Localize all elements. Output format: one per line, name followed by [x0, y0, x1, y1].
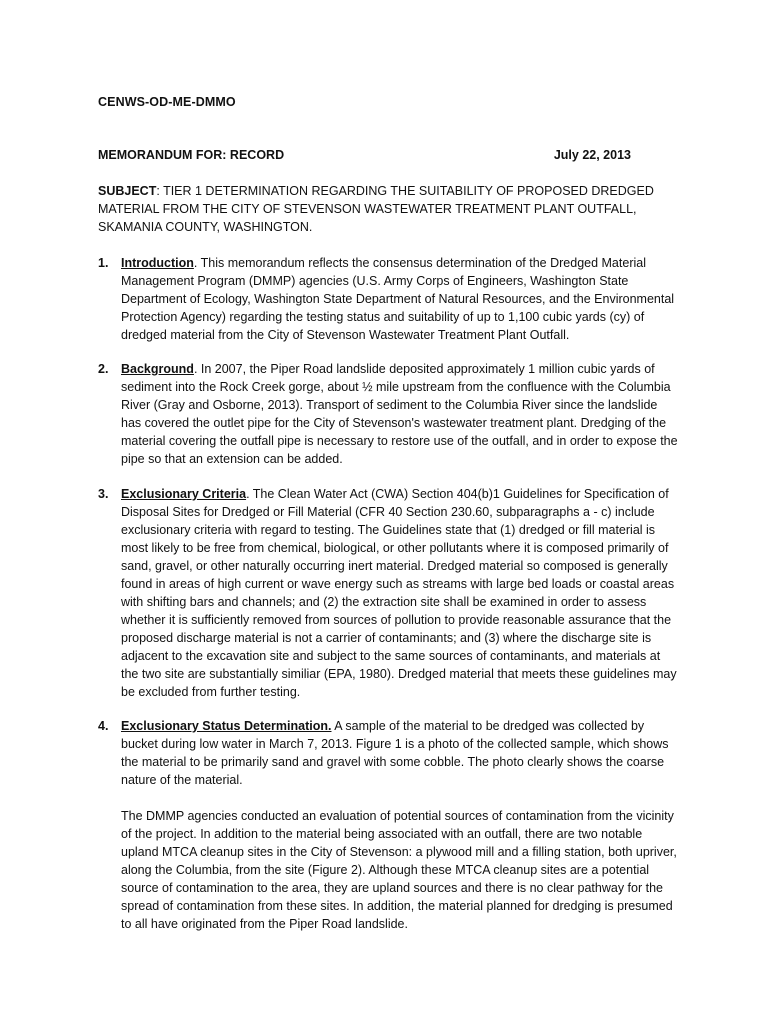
memo-date: July 22, 2013	[553, 148, 631, 162]
subject-label: SUBJECT	[98, 184, 157, 198]
subject-text: : TIER 1 DETERMINATION REGARDING THE SUITABILITY OF PROPOSED DREDGED MATERIAL FROM THE CITY OF STEVENSON WASTEWATER TREATMENT PLANT OUTFALL, SKAMANIA COUNTY, WASHINGTON.	[98, 184, 654, 234]
memorandum-for: MEMORANDUM FOR: RECORD	[98, 148, 285, 162]
paragraph-heading: Exclusionary Status Determination.	[121, 719, 332, 733]
paragraph-exclusionary-status	[98, 717, 678, 933]
paragraph-heading: Exclusionary Criteria	[121, 487, 247, 501]
paragraph-text: . The Clean Water Act (CWA) Section 404(b)1 Guidelines for Specification of Disposal Sites for Dredged or Fill Material (CFR 40 Section 230.60, subparagraphs a - c) include exclusionary criteria with regard to testing. The Guidelines state that (1) dredged or fill material is most likely to be free from chemical, biological, or other pollutants where it is composed primarily of sand, gravel, or other naturally occurring inert material. Dredged material so composed is generally found in areas of high current or wave energy such as streams with large bed loads or coastal areas with shifting bars and channels; and (2) the extraction site shall be examined in order to assess whether it is sufficiently removed from sources of pollution to provide reasonable assurance that the proposed discharge material is not a carrier of contaminants; and (3) where the discharge site is adjacent to the excavation site and subject to the same sources of contaminants, and materials at the two site are substantially similiar (EPA, 1980). Dredged material that meets these guidelines may be excluded from further testing.	[121, 487, 677, 699]
paragraph-number: 3.	[98, 487, 109, 501]
subject-line	[98, 182, 658, 236]
paragraph-introduction	[98, 254, 678, 344]
paragraph-number: 2.	[98, 362, 109, 376]
memorandum-for-row	[98, 148, 636, 162]
paragraph-text: . This memorandum reflects the consensus determination of the Dredged Material Management Program (DMMP) agencies (U.S. Army Corps of Engineers, Washington State Department of Ecology, Washington State Department of Natural Resources, and the Environmental Protection Agency) regarding the testing status and suitability of up to 1,100 cubic yards (cy) of dredged material from the City of Stevenson Wastewater Treatment Plant Outfall.	[121, 256, 675, 342]
paragraph-text: A sample of the material to be dredged was collected by bucket during low water in March 7, 2013. Figure 1 is a photo of the collected sample, which shows the material to be primarily sand and gravel with some cobble. The photo clearly shows the coarse nature of the material.	[121, 719, 669, 787]
paragraph-heading: Background	[121, 362, 194, 376]
office-symbol: CENWS-OD-ME-DMMO	[98, 95, 236, 109]
paragraph-text: . In 2007, the Piper Road landslide deposited approximately 1 million cubic yards of sediment into the Rock Creek gorge, about ½ mile upstream from the confluence with the Columbia River (Gray and Osborne, 2013). Transport of sediment to the Columbia River since the landslide has covered the outlet pipe for the City of Stevenson's wastewater treatment plant. Dredging of the material covering the outfall pipe is necessary to restore use of the outfall, and in order to expose the pipe so that an extension can be added.	[121, 362, 678, 466]
paragraph-background	[98, 360, 678, 468]
paragraph-subparagraph: The DMMP agencies conducted an evaluation of potential sources of contamination from the vicinity of the project. In addition to the material being associated with an outfall, there are two notable upland MTCA cleanup sites in the City of Stevenson: a plywood mill and a filling station, both upriver, along the Columbia, from the site (Figure 2). Although these MTCA cleanup sites are a potential source of contamination to the area, they are upland sources and there is no clear pathway for the spread of contamination from these sites. In addition, the material planned for dredging is presumed to all have originated from the Piper Road landslide.	[121, 809, 677, 931]
paragraph-number: 1.	[98, 256, 109, 270]
paragraph-number: 4.	[98, 719, 109, 733]
paragraph-heading: Introduction	[121, 256, 194, 270]
paragraph-exclusionary-criteria	[98, 485, 678, 701]
